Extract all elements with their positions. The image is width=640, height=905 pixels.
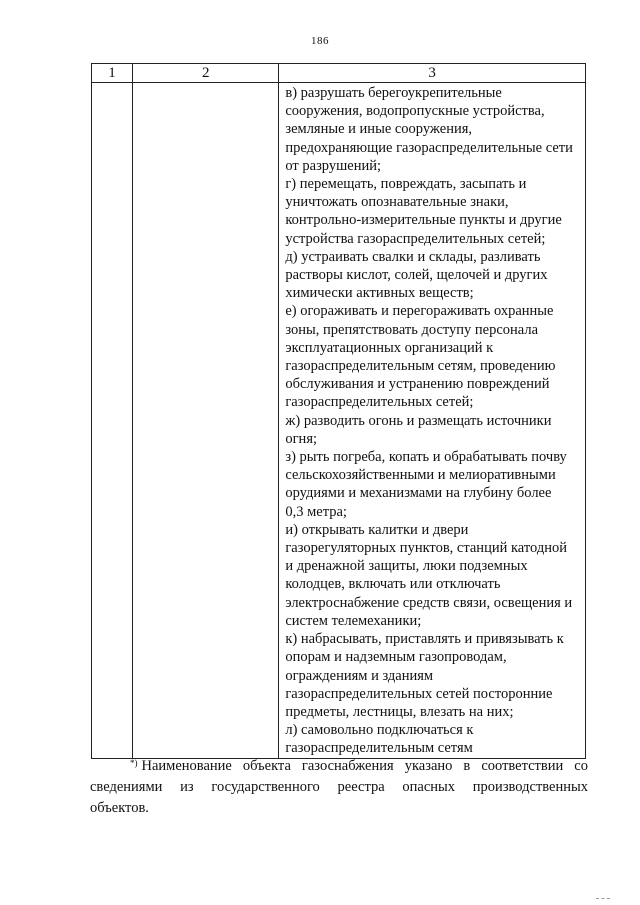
text-line: газораспределительных сетей посторонние [285,685,553,702]
footnote [90,756,588,819]
text-line: ограждениям и зданиям [285,667,434,684]
text-line: з) рыть погреба, копать и обрабатывать почву [285,449,567,466]
footnote-marker: *) [130,758,138,768]
text-line: систем телемеханики; [285,612,422,629]
text-line: газораспределительных сетей; [285,394,474,411]
text-line: растворы кислот, солей, щелочей и других [285,267,548,284]
text-line: обслуживания и устранению повреждений [285,376,550,393]
scan-corner-mark [596,898,610,901]
text-line: сельскохозяйственными и мелиоративными [285,467,556,484]
column-header-2: 2 [133,64,279,83]
text-line: газораспределительным сетям, проведению [285,358,556,375]
text-line: огня; [285,430,318,447]
text-line: устройства газораспределительных сетей; [285,230,546,247]
cell-column-3 [279,83,586,759]
text-line: 0,3 метра; [285,503,347,520]
text-line: и дренажной защиты, люки подземных [285,558,528,575]
text-line: газораспределительным сетям [285,740,473,757]
footnote-text: Наименование объекта газоснабжения указано в соответствии со [141,758,588,774]
text-line: химически активных веществ; [285,285,474,302]
document-table [91,63,586,759]
text-line: сооружения, водопропускные устройства, [285,103,545,120]
text-line: ж) разводить огонь и размещать источники [285,412,552,429]
cell-column-1 [92,83,133,759]
footnote-line [90,756,588,777]
text-line: земляные и иные сооружения, [285,121,473,138]
column-header-1: 1 [92,64,133,83]
text-line: эксплуатационных организаций к [285,339,494,356]
text-line: зоны, препятствовать доступу персонала [285,321,539,338]
text-line: предохраняющие газораспределительные сети [285,139,573,156]
text-line: г) перемещать, повреждать, засыпать и [285,176,527,193]
text-line: е) огораживать и перегораживать охранные [285,303,554,320]
text-line: от разрушений; [285,157,382,174]
table-row [92,83,586,759]
text-line: предметы, лестницы, влезать на них; [285,703,514,720]
text-line: орудиями и механизмами на глубину более [285,485,552,502]
text-line: уничтожать опознавательные знаки, [285,194,509,211]
text-line: колодцев, включать или отключать [285,576,501,593]
text-line: электроснабжение средств связи, освещения и [285,594,573,611]
text-line: и) открывать калитки и двери [285,521,469,538]
text-line: опорам и надземным газопроводам, [285,649,507,666]
column-header-3: 3 [279,64,586,83]
text-line: к) набрасывать, приставлять и привязывать к [285,631,564,648]
text-line: в) разрушать берегоукрепительные [285,85,502,101]
page-number: 186 [311,35,329,47]
cell-column-2 [133,83,279,759]
footnote-line: объектов. [90,800,149,816]
text-line: газорегуляторных пунктов, станций катодной [285,540,567,557]
table-header-row [92,64,586,83]
text-line: контрольно-измерительные пункты и другие [285,212,562,229]
footnote-line: сведениями из государственного реестра опасных производственных [90,779,588,795]
text-line: л) самовольно подключаться к [285,722,474,739]
text-line: д) устраивать свалки и склады, разливать [285,248,541,265]
